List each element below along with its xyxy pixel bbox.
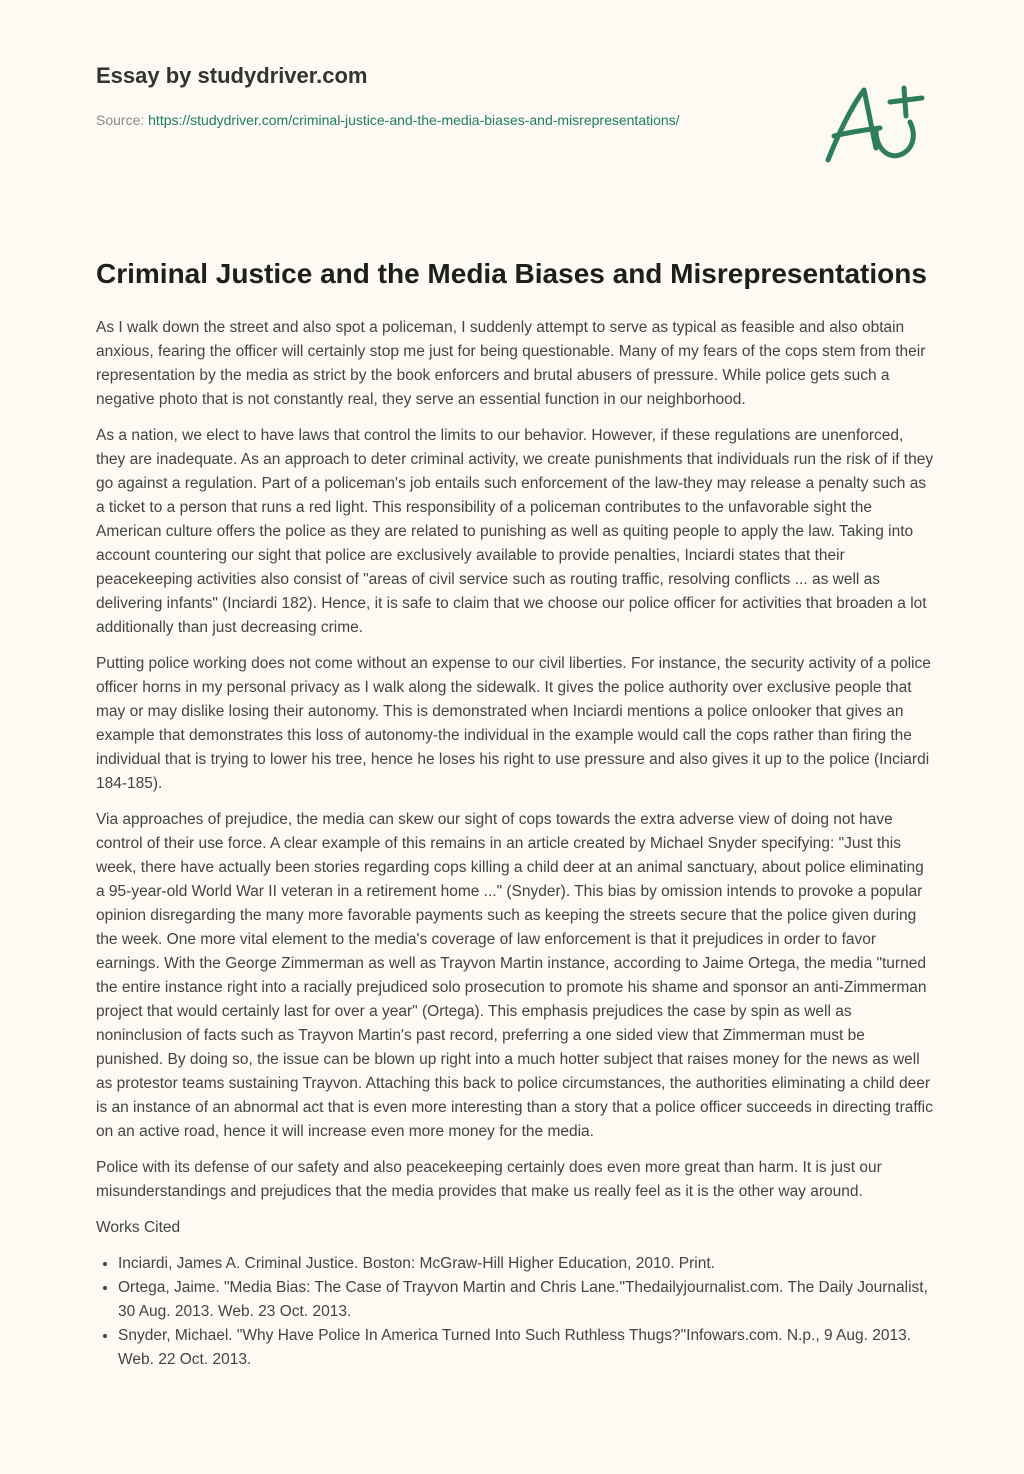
article-paragraph-3: Putting police working does not come without an expense to our civil liberties. For instance, the security activity of a police officer horns in my personal privacy as I walk along the sidewalk. It gives the police authority over exclusive people that may or may dislike losing their autonomy. This is demonstrated when Inciardi mentions a police onlooker that gives an example that demonstrates this loss of autonomy-the individual in the example would call the cops rather than firing the individual that is trying to lower his tree, hence he loses his right to use pressure and also gives it up to the police (Inciardi 184-185). xyxy=(96,655,931,792)
article-paragraph-1: As I walk down the street and also spot a policeman, I suddenly attempt to serve as typical as feasible and also obtain anxious, fearing the officer will certainly stop me just for being questionable. Many of my fears of the cops stem from their representation by the media as strict by the book enforcers and brutal abusers of pressure. While police gets such a negative photo that is not constantly real, they serve an essential function in our neighborhood. xyxy=(96,319,926,408)
works-cited-item: • Snyder, Michael. "Why Have Police In America Turned Into Such Ruthless Thugs?"Infowars.com. N.p., 9 Aug. 2013. Web. 22 Oct. 2013. xyxy=(118,1324,934,1372)
a-plus-grade-icon xyxy=(818,68,933,168)
site-title: Essay by studydriver.com xyxy=(96,63,368,88)
article-paragraph-5: Police with its defense of our safety and also peacekeeping certainly does even more great than harm. It is just our misunderstandings and prejudices that the media provides that make us really feel as it is the other way around. xyxy=(96,1159,882,1200)
works-cited-item: • Inciardi, James A. Criminal Justice. Boston: McGraw-Hill Higher Education, 2010. Print. xyxy=(118,1252,934,1276)
article-paragraph-2: As a nation, we elect to have laws that control the limits to our behavior. However, if these regulations are unenforced, they are inadequate. As an approach to deter criminal activity, we create punishments that individuals run the risk of if they go against a regulation. Part of a policeman's job entails such enforcement of the law-they may release a penalty such as a ticket to a person that runs a red light. This responsibility of a policeman contributes to the unfavorable sight the American culture offers the police as they are related to punishing as well as quiting people to apply the law. Taking into account countering our sight that police are exclusively available to provide penalties, Inciardi states that their peacekeeping activities also consist of "areas of civil service such as routing traffic, resolving conflicts ... as well as delivering infants" (Inciardi 182). Hence, it is safe to claim that we choose our police officer for activities that broaden a lot additionally than just decreasing crime. xyxy=(96,427,934,636)
article-title: Criminal Justice and the Media Biases and Misrepresentations xyxy=(96,258,927,289)
source-label: Source: xyxy=(96,112,149,128)
article-paragraph-4: Via approaches of prejudice, the media can skew our sight of cops towards the extra adverse view of doing not have control of their use force. A clear example of this remains in an article created by Michael Snyder specifying: "Just this week, there have actually been stories regarding cops killing a child deer at an animal sanctuary, about police eliminating a 95-year-old World War II veteran in a retirement home ..." (Snyder). This bias by omission intends to provoke a popular opinion disregarding the many more favorable payments such as keeping the streets secure that the police given during the week. One more vital element to the media's coverage of law enforcement is that it prejudices in order to favor earnings. With the George Zimmerman as well as Trayvon Martin instance, according to Jaime Ortega, the media "turned the entire instance right into a racially prejudiced solo prosecution to promote his shame and sponsor an anti-Zimmerman project that would certainly last for over a year" (Ortega). This emphasis prejudices the case by spin as well as noninclusion of facts such as Trayvon Martin's past record, preferring a one sided view that Zimmerman must be punished. By doing so, the issue can be blown up right into a much hotter subject that raises money for the news as well as protestor teams sustaining Trayvon. Attaching this back to police circumstances, the authorities eliminating a child deer is an instance of an abnormal act that is even more interesting than a story that a police officer succeeds in directing traffic on an active road, hence it will increase even more money for the media. xyxy=(96,811,933,1140)
a-plus-logo-svg xyxy=(818,68,933,168)
works-cited-heading: Works Cited xyxy=(96,1219,181,1236)
source-line xyxy=(96,109,716,132)
source-link[interactable]: https://studydriver.com/criminal-justice-and-the-media-biases-and-misrepresentations/ xyxy=(148,112,680,128)
page-header xyxy=(96,62,716,132)
works-cited-item: • Ortega, Jaime. "Media Bias: The Case of Trayvon Martin and Chris Lane."Thedailyjournalist.com. The Daily Journalist, 30 Aug. 2013. Web. 23 Oct. 2013. xyxy=(118,1276,934,1324)
works-cited-list xyxy=(96,1252,934,1372)
article-content xyxy=(96,254,934,1372)
